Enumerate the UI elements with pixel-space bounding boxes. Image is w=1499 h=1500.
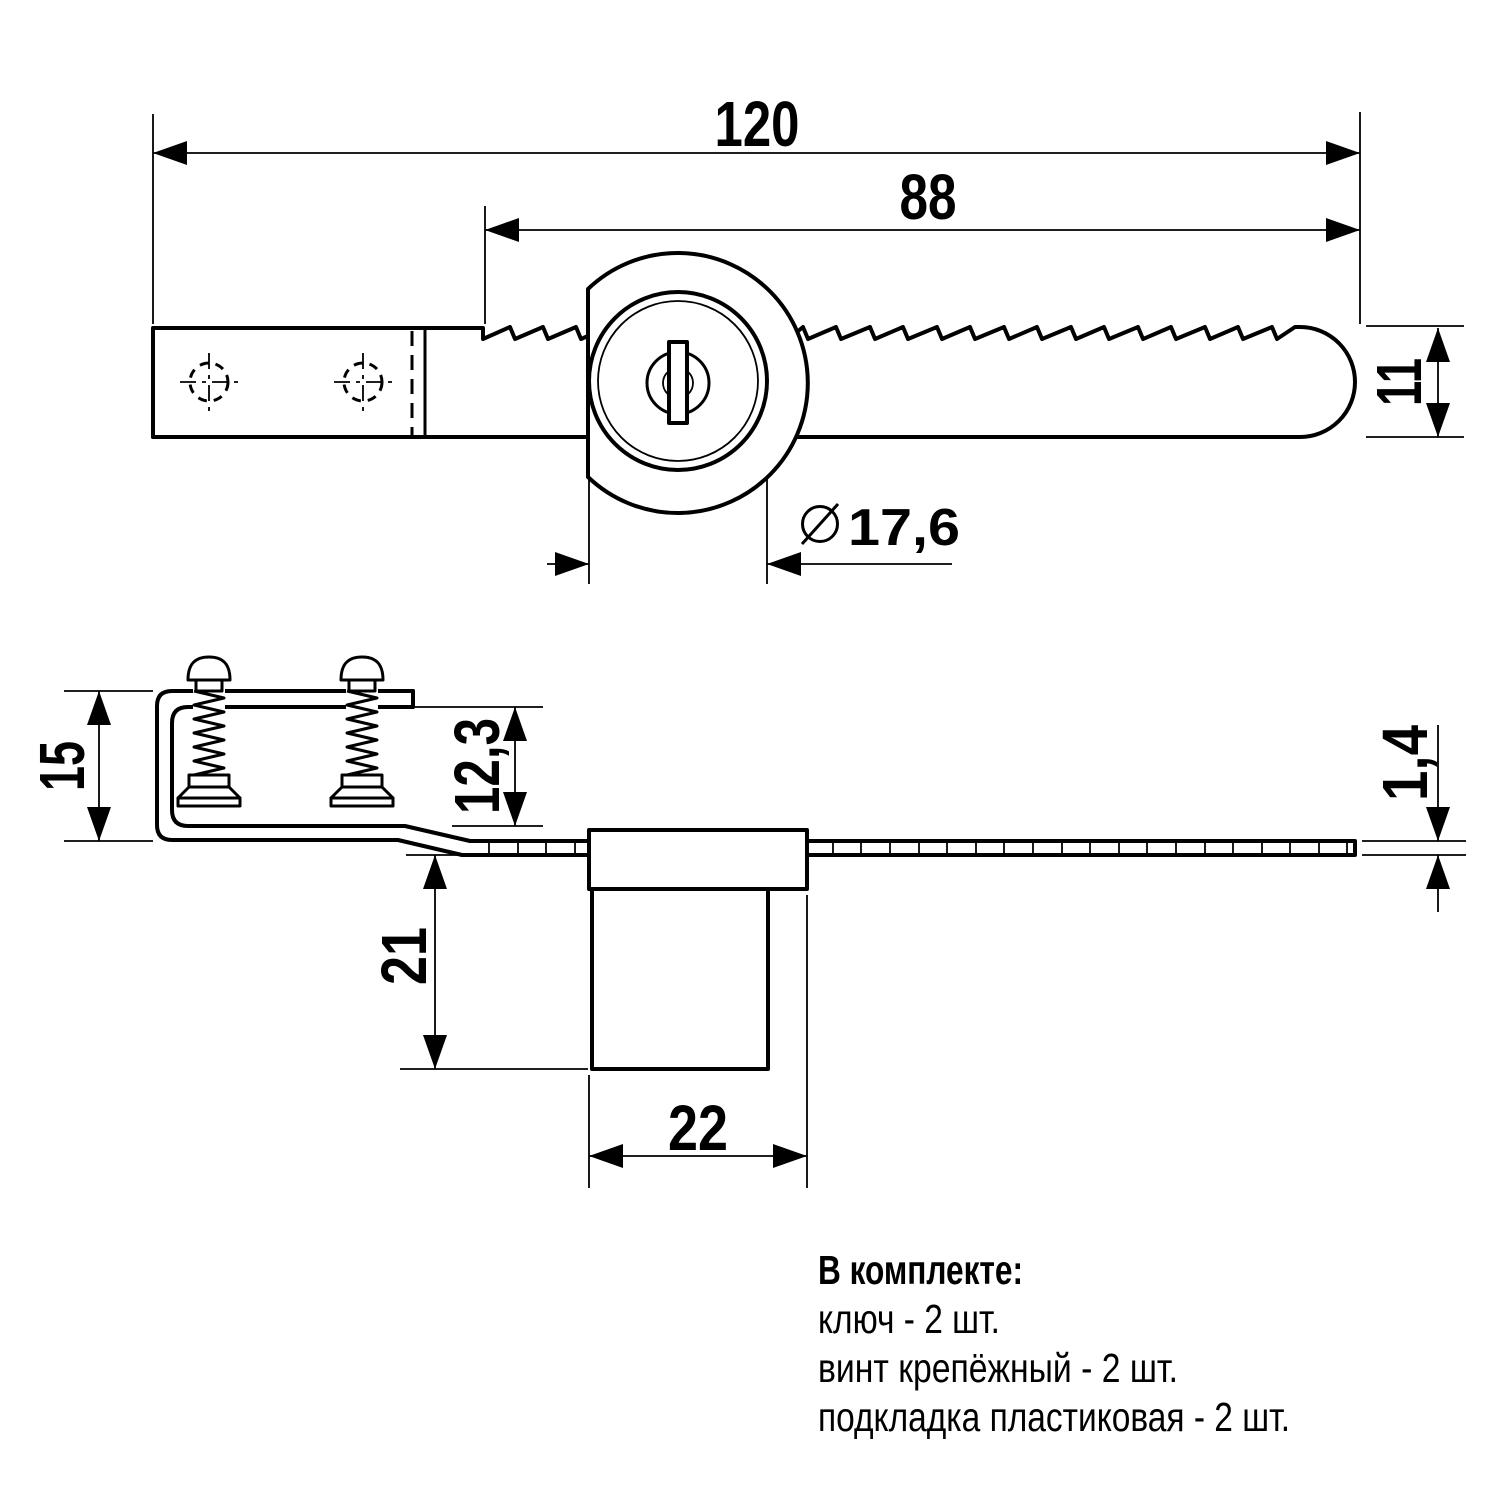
- arrowhead-left: [153, 141, 187, 165]
- arrowhead-left: [555, 552, 589, 576]
- fastening-screw: [331, 657, 393, 806]
- dimension-body-depth: [368, 855, 588, 1069]
- arrowhead-top: [1426, 807, 1450, 841]
- screw-head: [188, 657, 230, 680]
- arrowhead-right: [767, 552, 801, 576]
- screw-head: [341, 657, 383, 680]
- dim-bracket-height-label: 15: [26, 719, 98, 791]
- diameter-symbol-icon: [802, 504, 838, 544]
- lock-body-lower: [592, 889, 768, 1069]
- dimension-cylinder-diameter: [547, 499, 960, 576]
- kit-item: ключ - 2 шт.: [818, 1296, 1000, 1342]
- cylinder-body-outline: [588, 253, 808, 513]
- arrowhead-top: [87, 691, 111, 725]
- lock-body-upper: [589, 830, 807, 889]
- top-view: [153, 88, 1464, 584]
- dim-strip-thickness-label: 1,4: [1369, 712, 1441, 801]
- dimension-strip-thickness: [1362, 712, 1466, 912]
- kit-item: подкладка пластиковая - 2 шт.: [818, 1394, 1290, 1440]
- arrowhead-bottom: [1426, 855, 1450, 889]
- dimension-strip-height: [1363, 328, 1450, 437]
- mounting-hole: [334, 353, 392, 411]
- dimension-ratchet-length: [485, 161, 1360, 242]
- ratchet-strip: [796, 327, 1355, 437]
- dim-total-length-label: 120: [714, 88, 800, 160]
- screw-foot: [189, 775, 229, 787]
- top-view-extension-lines: [153, 112, 1464, 584]
- dim-channel-depth-label: 12,3: [441, 689, 513, 814]
- mounting-hole: [180, 353, 238, 411]
- arrowhead-bottom: [423, 1035, 447, 1069]
- screw-foot: [342, 775, 382, 787]
- arrowhead-top: [1426, 328, 1450, 362]
- arrowhead-bottom: [1426, 403, 1450, 437]
- dim-body-width-label: 22: [668, 1092, 728, 1164]
- lock-cylinder: [588, 253, 808, 513]
- arrowhead-left: [485, 218, 519, 242]
- kit-item: винт крепёжный - 2 шт.: [818, 1345, 1178, 1391]
- kit-list: [818, 1247, 1290, 1440]
- dimension-channel-depth: [415, 689, 543, 826]
- dim-body-depth-label: 21: [368, 913, 440, 985]
- arrowhead-left: [589, 1144, 623, 1168]
- mounting-plate: [153, 327, 588, 437]
- dimension-bracket-height: [26, 691, 153, 841]
- side-view: [26, 657, 1466, 1188]
- arrowhead-right: [1326, 218, 1360, 242]
- dim-strip-height-label: 11: [1363, 338, 1435, 406]
- dim-cylinder-diameter-label: 17,6: [848, 499, 960, 557]
- kit-title: В комплекте:: [818, 1247, 1023, 1293]
- arrowhead-right: [773, 1144, 807, 1168]
- arrowhead-bottom: [87, 807, 111, 841]
- dimension-total-length: [153, 88, 1360, 165]
- keyhole-slot: [669, 342, 687, 423]
- lock-body-side: [589, 830, 807, 1069]
- arrowhead-right: [1326, 141, 1360, 165]
- fastening-screw: [178, 657, 240, 806]
- arrowhead-top: [423, 855, 447, 889]
- dim-ratchet-length-label: 88: [899, 161, 957, 233]
